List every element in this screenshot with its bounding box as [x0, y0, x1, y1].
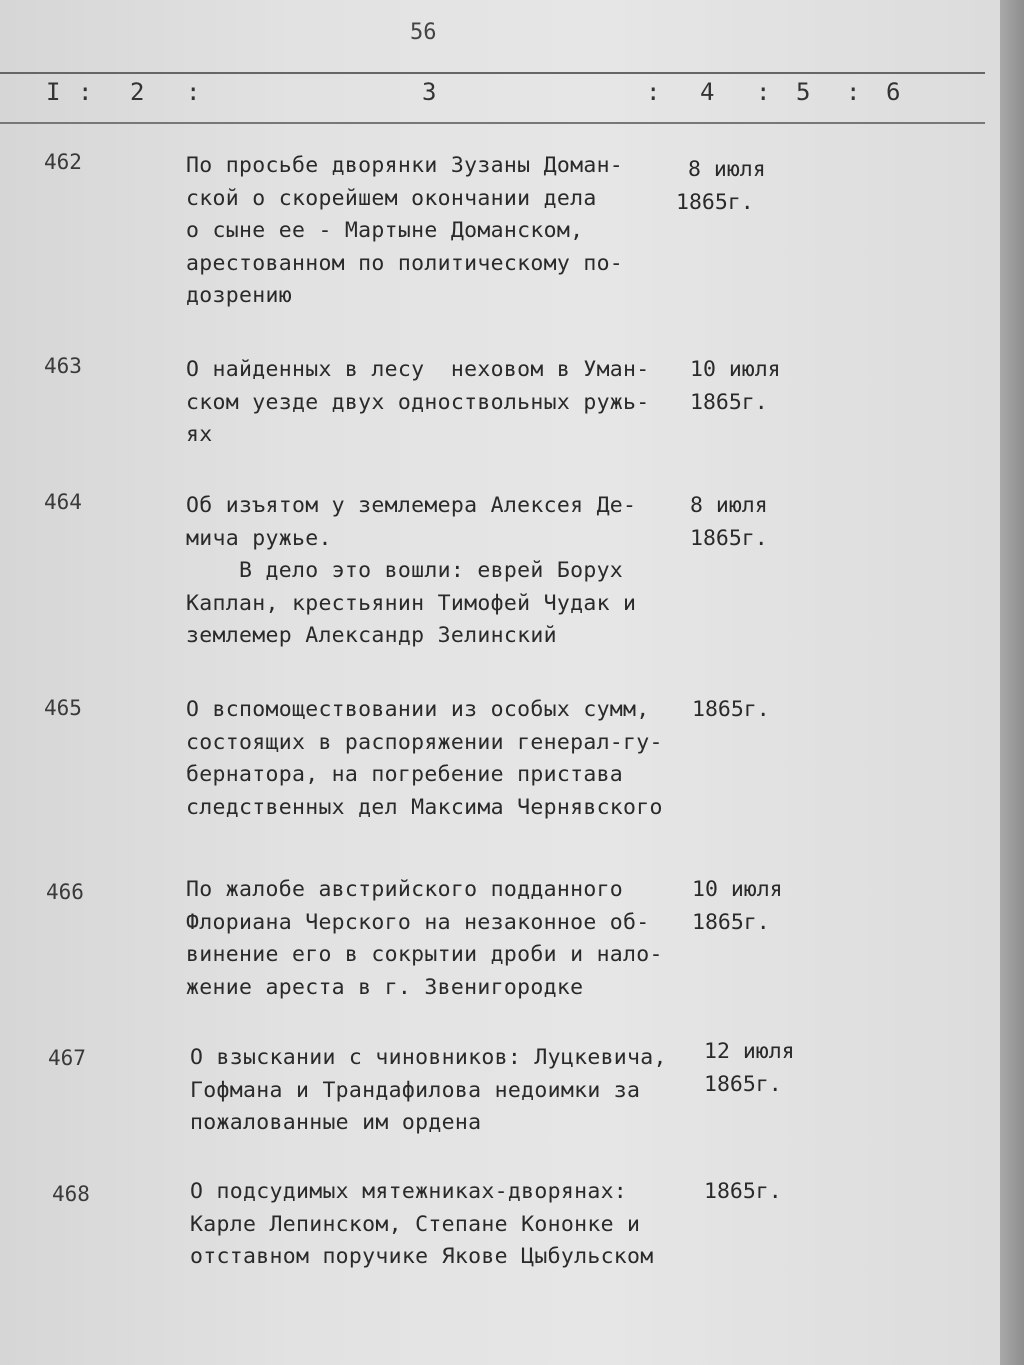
entry-date [676, 154, 766, 219]
description-line: пожалованные им ордена [190, 1110, 482, 1135]
page-edge-shadow [1000, 0, 1024, 1365]
entry-description [190, 1042, 710, 1140]
entry-description [186, 150, 706, 313]
description-line: жение ареста в г. Звенигородке [186, 974, 584, 1000]
header-col-5: 5 [796, 78, 811, 106]
entry-description [190, 1176, 710, 1274]
description-line: Карле Лепинском, Степане Кононке и [190, 1211, 641, 1237]
description-line: арестованном по политическому по- [186, 250, 624, 276]
date-day: 10 июля [690, 357, 781, 382]
header-top-rule [0, 72, 985, 74]
description-line: бернатора, на погребение пристава [186, 762, 624, 787]
date-year: 1865г. [704, 1179, 782, 1204]
entry-number: 466 [46, 880, 84, 904]
entry-number: 467 [48, 1046, 86, 1070]
entry-date [704, 1176, 782, 1209]
date-day: 8 июля [688, 157, 766, 182]
description-line: ской о скорейшем окончании дела [186, 185, 597, 211]
header-col-6: 6 [886, 78, 901, 106]
description-line: Флориана Черского на незаконное об- [186, 909, 650, 935]
date-year: 1865г. [690, 525, 768, 551]
entry-date [704, 1036, 795, 1101]
entry-date [690, 490, 768, 555]
entry-description [186, 354, 706, 452]
header-colon: : [846, 78, 861, 106]
description-line: землемер Александр Зелинский [186, 623, 557, 648]
entry-description [186, 490, 706, 653]
entry-description [186, 874, 706, 1004]
entry-description [186, 694, 706, 824]
description-line: дозрению [186, 283, 292, 308]
description-line: винение его в сокрытии дроби и нало- [186, 942, 663, 967]
date-day: 10 июля [692, 877, 783, 902]
date-year: 1865г. [690, 389, 768, 415]
date-year: 1865г. [692, 909, 770, 935]
description-line: Гофмана и Трандафилова недоимки за [190, 1077, 641, 1103]
description-line: В дело это вошли: еврей Борух [186, 558, 624, 583]
header-col-1: I [46, 78, 61, 106]
description-line: отставном поручике Якове Цыбульском [190, 1244, 654, 1269]
header-colon: : [646, 78, 661, 106]
entry-number: 465 [44, 696, 82, 720]
description-line: О вспомоществовании из особых сумм, [186, 697, 650, 722]
page-number: 56 [410, 20, 437, 45]
date-day: 8 июля [690, 493, 768, 518]
description-line: ях [186, 422, 213, 447]
header-colon: : [78, 78, 93, 106]
description-line: следственных дел Максима Чернявского [186, 794, 663, 820]
entry-number: 462 [44, 150, 82, 174]
header-col-3: 3 [422, 78, 437, 106]
date-day: 12 июля [704, 1039, 795, 1064]
header-colon: : [756, 78, 771, 106]
header-col-2: 2 [130, 78, 145, 106]
entry-date [692, 874, 783, 939]
description-line: По просьбе дворянки Зузаны Доман- [186, 153, 624, 178]
description-line: По жалобе австрийского подданного [186, 877, 624, 902]
entry-number: 468 [52, 1182, 90, 1206]
description-line: Каплан, крестьянин Тимофей Чудак и [186, 590, 637, 616]
entry-number: 464 [44, 490, 82, 514]
description-line: мича ружье. [186, 525, 332, 551]
header-colon: : [186, 78, 201, 106]
header-bottom-rule [0, 122, 985, 124]
description-line: О подсудимых мятежниках-дворянах: [190, 1179, 628, 1204]
date-year: 1865г. [676, 189, 754, 215]
description-line: О взыскании с чиновников: Луцкевича, [190, 1045, 667, 1070]
entry-date [690, 354, 781, 419]
description-line: ском уезде двух одноствольных ружь- [186, 389, 650, 415]
entry-date [692, 694, 770, 727]
description-line: состоящих в распоряжении генерал-гу- [186, 729, 663, 755]
description-line: О найденных в лесу неховом в Уман- [186, 357, 650, 382]
description-line: Об изъятом у землемера Алексея Де- [186, 493, 637, 518]
entry-number: 463 [44, 354, 82, 378]
header-col-4: 4 [700, 78, 715, 106]
description-line: о сыне ее - Мартыне Доманском, [186, 218, 584, 243]
date-year: 1865г. [704, 1071, 782, 1097]
date-year: 1865г. [692, 697, 770, 722]
